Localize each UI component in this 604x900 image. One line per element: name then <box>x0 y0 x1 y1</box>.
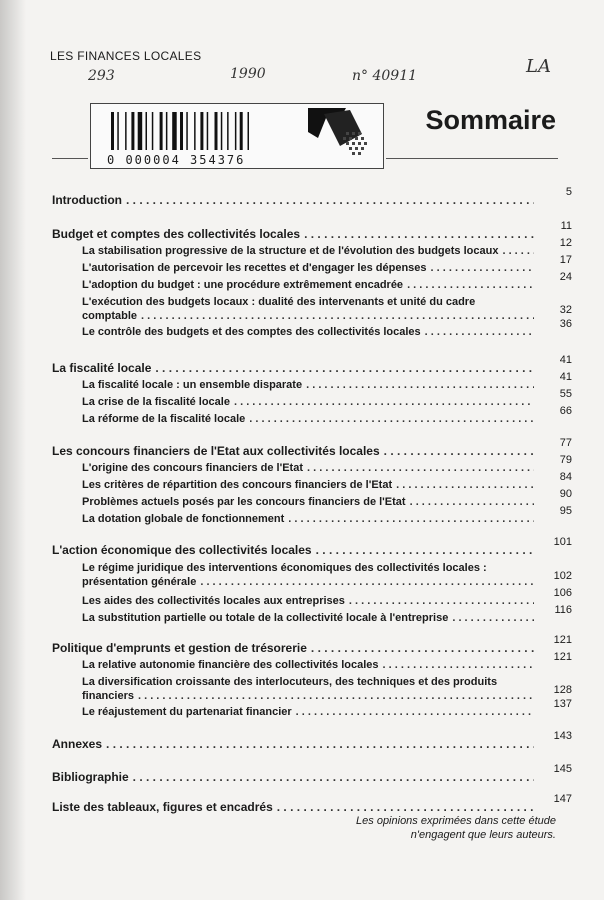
toc-entry-page: 17 <box>559 254 572 266</box>
toc-entry-title: La réforme de la fiscalité locale <box>82 413 246 425</box>
toc-leader-dots <box>200 575 534 589</box>
toc-entry-title: Le contrôle des budgets et des comptes des collectivités locales <box>82 326 421 338</box>
toc-entry-page: 121 <box>553 634 572 646</box>
toc-entry-title: L'exécution des budgets locaux : dualité des intervenants et unité du cadre <box>82 296 476 308</box>
toc-entry-page: 145 <box>553 763 572 775</box>
toc-entry <box>52 220 572 241</box>
toc-entry-title-continued: présentation générale <box>82 576 197 588</box>
toc-entry <box>52 388 572 409</box>
toc-entry <box>52 763 572 784</box>
barcode-number: 0 000004 354376 <box>107 153 246 167</box>
toc-entry-title: Budget et comptes des collectivités locales <box>52 227 301 241</box>
toc-entry <box>52 675 572 705</box>
toc-entry-title: Problèmes actuels posés par les concours financiers de l'Etat <box>82 496 406 508</box>
toc-entry-page: 143 <box>553 730 572 742</box>
toc-entry-page: 79 <box>559 454 572 466</box>
toc-entry-page: 106 <box>553 587 572 599</box>
toc-entry <box>52 295 572 325</box>
toc-leader-dots <box>306 378 534 392</box>
toc-entry-page: 32 <box>559 304 572 316</box>
toc-entry-title: Politique d'emprunts et gestion de trésorerie <box>52 641 307 655</box>
toc-entry-page: 84 <box>559 471 572 483</box>
toc-entry-page: 121 <box>553 651 572 663</box>
toc-leader-dots <box>349 594 534 608</box>
toc-entry <box>52 587 572 608</box>
toc-leader-dots <box>431 261 534 275</box>
toc-entry-page: 11 <box>560 220 572 232</box>
toc-entry <box>52 318 572 339</box>
toc-entry-title: La substitution partielle ou totale de la collectivité locale à l'entreprise <box>82 612 449 624</box>
toc-entry-title: L'action économique des collectivités locales <box>52 543 312 557</box>
toc-entry-page: 12 <box>559 237 572 249</box>
toc-leader-dots <box>277 800 534 814</box>
toc-entry-page: 102 <box>553 570 572 582</box>
toc-leader-dots <box>133 770 534 784</box>
toc-entry-title: Annexes <box>52 737 103 751</box>
toc-entry-title: La crise de la fiscalité locale <box>82 396 230 408</box>
toc-leader-dots <box>296 705 534 719</box>
toc-entry <box>52 651 572 672</box>
toc-leader-dots <box>234 395 534 409</box>
toc-entry-title: L'autorisation de percevoir les recettes et d'engager les dépenses <box>82 262 427 274</box>
toc-entry <box>52 634 572 655</box>
toc-entry <box>52 454 572 475</box>
toc-entry <box>52 561 572 591</box>
toc-entry-title: Les aides des collectivités locales aux entreprises <box>82 595 345 607</box>
toc-leader-dots <box>407 278 534 292</box>
handwritten-initials: LA <box>526 56 551 77</box>
toc-entry-page: 36 <box>559 318 572 330</box>
toc-entry-title: Le réajustement du partenariat financier <box>82 706 292 718</box>
toc-entry-title: Le régime juridique des interventions économiques des collectivités locales : <box>82 562 487 574</box>
toc-leader-dots <box>155 361 534 375</box>
toc-leader-dots <box>311 641 534 655</box>
toc-entry-title: L'origine des concours financiers de l'Etat <box>82 462 304 474</box>
toc-entry <box>52 271 572 292</box>
toc-leader-dots <box>249 412 534 426</box>
toc-entry-title: Liste des tableaux, figures et encadrés <box>52 800 273 814</box>
toc-entry-page: 41 <box>559 371 572 383</box>
toc-entry-page: 137 <box>553 698 572 710</box>
toc-entry <box>52 604 572 625</box>
handwritten-inventory: n° 40911 <box>352 68 418 84</box>
toc-entry <box>52 471 572 492</box>
handwritten-year: 1990 <box>230 66 266 82</box>
toc-leader-dots <box>396 478 534 492</box>
disclaimer-line-1: Les opinions exprimées dans cette étude <box>356 815 556 827</box>
toc-entry-page: 41 <box>559 354 572 366</box>
toc-entry <box>52 488 572 509</box>
toc-entry <box>52 254 572 275</box>
toc-entry-page: 101 <box>553 536 572 548</box>
disclaimer-line-2: n'engagent que leurs auteurs. <box>410 829 556 841</box>
toc-leader-dots <box>106 737 534 751</box>
title-rule-right <box>386 158 558 159</box>
toc-entry <box>52 405 572 426</box>
toc-entry-page: 128 <box>553 684 572 696</box>
toc-entry-title: La relative autonomie financière des collectivités locales <box>82 659 379 671</box>
toc-entry-page: 116 <box>554 604 572 616</box>
toc-leader-dots <box>126 193 534 207</box>
toc-leader-dots <box>425 325 534 339</box>
toc-leader-dots <box>383 658 534 672</box>
toc-entry <box>52 186 572 207</box>
toc-leader-dots <box>307 461 534 475</box>
toc-entry-page: 90 <box>559 488 572 500</box>
running-title: LES FINANCES LOCALES <box>50 49 202 63</box>
toc-entry-title: La fiscalité locale : un ensemble disparate <box>82 379 303 391</box>
toc-entry-title: La fiscalité locale <box>52 361 152 375</box>
toc-entry-title: L'adoption du budget : une procédure extrêmement encadrée <box>82 279 404 291</box>
handwritten-number: 293 <box>88 68 115 84</box>
toc-entry-title-continued: financiers <box>82 690 134 702</box>
toc-entry-title: La dotation globale de fonctionnement <box>82 513 285 525</box>
page-title: Sommaire <box>425 105 556 135</box>
toc-entry-page: 147 <box>553 793 572 805</box>
toc-entry <box>52 505 572 526</box>
toc-entry-page: 5 <box>565 186 572 198</box>
toc-entry-page: 55 <box>559 388 572 400</box>
toc-entry-title: Les concours financiers de l'Etat aux collectivités locales <box>52 444 380 458</box>
barcode-label <box>90 103 384 169</box>
toc-entry-title: Bibliographie <box>52 770 129 784</box>
toc-entry-title: Introduction <box>52 193 122 207</box>
barcode-icon <box>111 112 286 150</box>
toc-entry-title: Les critères de répartition des concours financiers de l'Etat <box>82 479 393 491</box>
toc-leader-dots <box>384 444 534 458</box>
toc-leader-dots <box>141 309 534 323</box>
toc-entry <box>52 536 572 557</box>
toc-entry-page: 95 <box>559 505 572 517</box>
toc-entry-title: La diversification croissante des interlocuteurs, des techniques et des produits <box>82 676 498 688</box>
toc-entry <box>52 793 572 814</box>
toc-leader-dots <box>316 543 534 557</box>
toc-leader-dots <box>304 227 534 241</box>
toc-entry-page: 66 <box>559 405 572 417</box>
publisher-logo-icon <box>306 106 381 166</box>
toc-entry <box>52 698 572 719</box>
disclaimer-note <box>356 814 556 842</box>
toc-leader-dots <box>452 611 534 625</box>
toc-leader-dots <box>502 244 534 258</box>
toc-leader-dots <box>288 512 534 526</box>
toc-leader-dots <box>410 495 534 509</box>
toc-leader-dots <box>138 689 534 703</box>
page-spine-shadow <box>0 0 26 900</box>
toc-entry <box>52 354 572 375</box>
toc-entry-title-continued: comptable <box>82 310 138 322</box>
toc-entry-page: 77 <box>559 437 572 449</box>
title-rule-left <box>52 158 88 159</box>
toc-entry-page: 24 <box>559 271 572 283</box>
toc-entry <box>52 437 572 458</box>
toc-entry <box>52 371 572 392</box>
toc-entry <box>52 237 572 258</box>
toc-entry <box>52 730 572 751</box>
toc-entry-title: La stabilisation progressive de la structure et de l'évolution des budgets locaux <box>82 245 499 257</box>
